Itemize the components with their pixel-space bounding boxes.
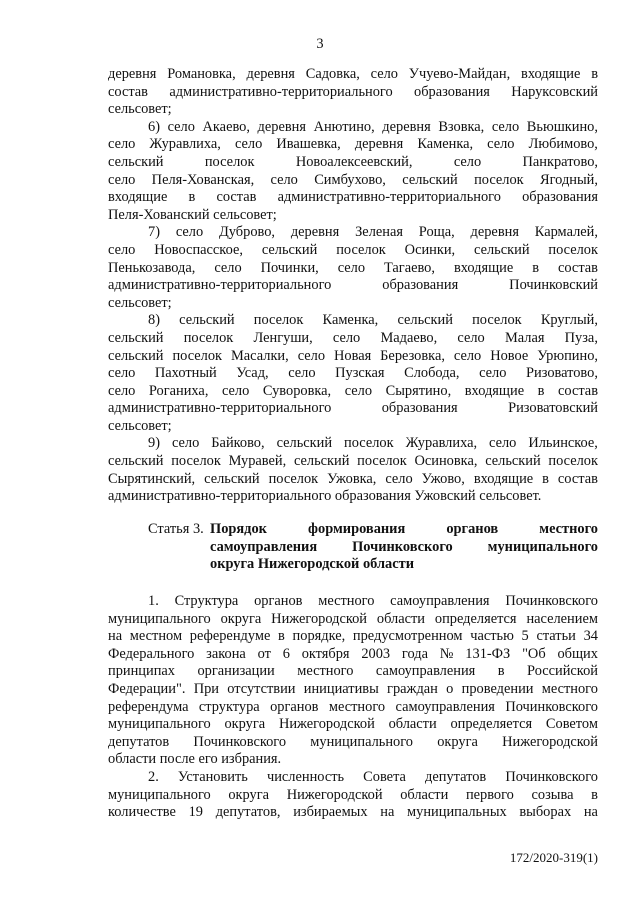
text-line: 7) село Дуброво, деревня Зеленая Роща, деревня Кармалей, <box>148 224 598 241</box>
text-line: принципах организации местного самоуправления в Российской <box>108 663 598 680</box>
settlements-list <box>108 66 598 506</box>
text-line: 8) сельский поселок Каменка, сельский поселок Круглый, <box>148 312 598 329</box>
text-line: село Новоспасское, сельский поселок Осинки, сельский поселок <box>108 241 598 258</box>
text-line: сельсовет; <box>108 294 172 311</box>
text-line: количестве 19 депутатов, избираемых на муниципальных выборах на <box>108 804 598 821</box>
text-line: сельсовет; <box>108 101 172 118</box>
text-line: Пенькозавода, село Починки, село Тагаево, входящие в состав <box>108 259 598 276</box>
text-line: Пеля-Хованский сельсовет; <box>108 206 277 223</box>
text-line: село Журавлиха, село Ивашевка, деревня Каменка, село Любимово, <box>108 136 598 153</box>
text-line: состав административно-территориального образования Наруксовский <box>108 83 598 100</box>
text-line: село Пеля-Хованская, село Симбухово, сельский поселок Ягодный, <box>108 171 598 188</box>
text-line: сельский поселок Новоалексеевский, село Панкратово, <box>108 153 598 170</box>
text-line: сельский поселок Ленгуши, село Мадаево, село Малая Пуза, <box>108 329 598 346</box>
text-line: муниципального округа Нижегородской области определяется населением <box>108 610 598 627</box>
text-line: Федерации". При отсутствии инициативы граждан о проведении местного <box>108 680 598 697</box>
text-line: на местном референдуме в порядке, предусмотренном частью 5 статьи 34 <box>108 628 598 645</box>
text-line: 2. Установить численность Совета депутатов Починковского <box>148 768 598 785</box>
article-label: Статья 3. <box>148 521 204 537</box>
text-line: административно-территориального образования Ужовский сельсовет. <box>108 488 542 505</box>
text-line: село Роганиха, село Суворовка, село Сырятино, входящие в состав <box>108 382 598 399</box>
text-line: референдума структура органов местного самоуправления Починковского <box>108 698 598 715</box>
text-line: 1. Структура органов местного самоуправления Починковского <box>148 593 598 609</box>
text-line: муниципального округа Нижегородской области первого созыва в <box>108 786 598 803</box>
text-line: области после его избрания. <box>108 751 282 768</box>
text-line: деревня Романовка, деревня Садовка, село Учуево-Майдан, входящие в <box>108 66 598 82</box>
text-line: административно-территориального образования Ризоватовский <box>108 400 598 417</box>
text-line: Сырятинский, сельский поселок Ужовка, село Ужово, входящие в состав <box>108 470 598 487</box>
document-code: 172/2020-319(1) <box>509 850 598 865</box>
text-line: Федерального закона от 6 октября 2003 года № 131-ФЗ "Об общих <box>108 645 598 662</box>
text-line: 9) село Байково, сельский поселок Журавлиха, село Ильинское, <box>148 435 598 452</box>
article-title-line: округа Нижегородской области <box>210 556 414 573</box>
text-line: сельский поселок Муравей, сельский поселок Осиновка, сельский поселок <box>108 453 598 470</box>
page-number: 3 <box>316 36 324 52</box>
text-line: сельский поселок Масалки, село Новая Березовка, село Новое Урюпино, <box>108 347 598 364</box>
text-line: депутатов Починковского муниципального округа Нижегородской <box>108 733 598 750</box>
text-line: село Пахотный Усад, село Пузская Слобода, село Ризоватово, <box>108 365 598 382</box>
text-line: муниципального округа Нижегородской области определяется Советом <box>108 716 598 733</box>
text-line: сельсовет; <box>108 417 172 434</box>
article-heading <box>148 521 598 574</box>
text-line: входящие в состав административно-территориального образования <box>108 189 598 206</box>
article-title-line: самоуправления Починковского муниципального <box>210 538 598 555</box>
article-title-line: Порядок формирования органов местного <box>210 521 598 537</box>
article-body <box>108 593 598 822</box>
text-line: административно-территориального образования Починковский <box>108 277 598 294</box>
text-line: 6) село Акаево, деревня Анютино, деревня Взовка, село Вьюшкино, <box>148 118 598 135</box>
